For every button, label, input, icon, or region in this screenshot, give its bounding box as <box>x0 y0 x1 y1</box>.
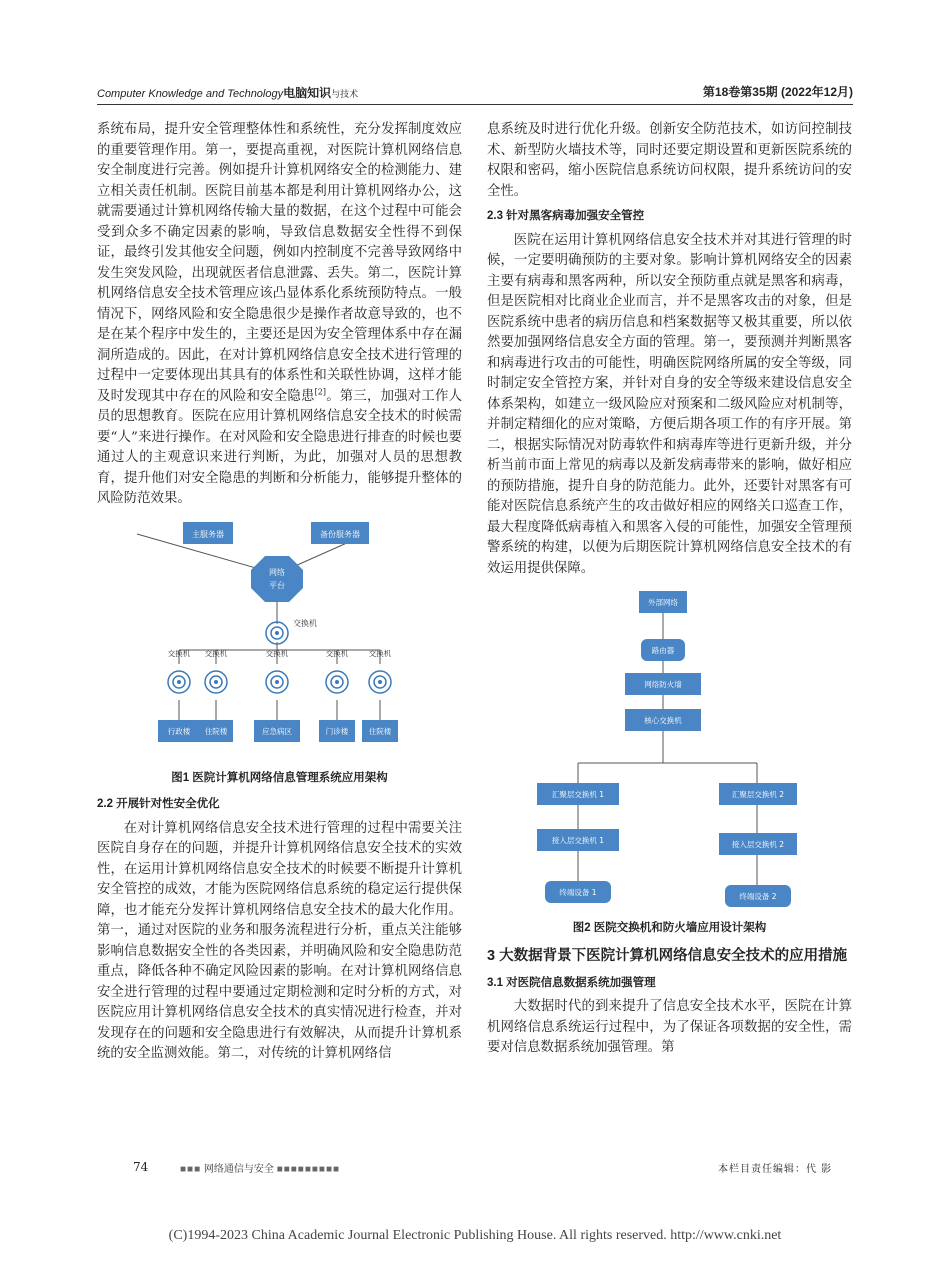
core-switch-label: 交换机 <box>293 618 317 628</box>
leaf-switch-icon <box>266 671 288 693</box>
leaf-switch-label: 交换机 <box>167 648 191 658</box>
footer-ornament: ■■■■■■■■■ <box>276 1164 341 1175</box>
access-switch-1-label: 接入层交换机 1 <box>551 836 605 845</box>
leaf-switch-icon <box>168 671 190 693</box>
leaf-switch-label: 交换机 <box>325 648 349 658</box>
leaf-switch-icon <box>369 671 391 693</box>
paragraph: 系统布局，提升安全管理整体性和系统性，充分发挥制度效应的重要管理作用。第一，要提高重视，对医院计算机网络信息安全制度进行完善。例如提升计算机网络安全的检测能力、建立相关责任机制。医院目前基本都是利用计算机网络办公，这就需要通过计算机网络传输大量的数据，在这个过程中可能会受到众多不确定因素的影响，导致信息数据安全性得不到保证，最终引发其他安全问题，例如内控制度不完善导致网络中发生突发风险，出现就医者信息泄露、丢失。第二，医院计算机网络信息安全技术管理应该凸显体系化系统预防特点。一般情况下，网络风险和安全隐患很少是操作者故意导致的，也不是在某个程序中发生的，主要还是因为安全管理体系中存在漏洞所造成的。因此，在对计算机网络信息安全技术进行管理的过程中一定要体现出其具有的体系性和关联性协调，这样才能及时发现其中存在的风险和安全隐患[2]。第三，加强对工作人员的思想教育。医院在应用计算机网络信息安全技术的时候需要“人”来进行操作。在对风险和安全隐患进行排查的时候也要通过人的主观意识来进行判断，为此，加强对人员的思想教育，提升他们对安全隐患的判断和分析能力，能够提升整体的风险防范效果。 <box>97 122 463 506</box>
issue-info: 第18卷第35期 (2022年12月) <box>702 85 853 99</box>
footer-editor: 本栏目责任编辑：代 影 <box>718 1164 833 1175</box>
figure-1-diagram <box>97 522 462 762</box>
paragraph: 大数据时代的到来提升了信息安全技术水平，医院在计算机网络信息系统运行过程中，为了保证各项数据的安全性，需要对信息数据系统加强管理。第 <box>487 999 852 1055</box>
figure-2-caption: 图2 医院交换机和防火墙应用设计架构 <box>572 922 767 934</box>
section-2-3-title: 2.3 针对黑客病毒加强安全管控 <box>487 210 645 222</box>
platform-label-2: 平台 <box>269 580 285 590</box>
footer-ornament: ■■■ <box>180 1164 202 1175</box>
paragraph: 医院在运用计算机网络信息安全技术并对其进行管理的时候，一定要明确预防的主要对象。影响计算机网络安全的因素主要有病毒和黑客两种，所以安全预防重点就是黑客和病毒，但是医院相对比商业企业而言，并不是黑客攻击的对象，但是医院系统中患者的病历信息和档案数据等又极其重要，所以依然要加强网络信息安全方面的管理。第一，要预测并判断黑客和病毒进行攻击的可能性，明确医院网络所属的安全等级，同时制定安全管控方案，并针对自身的安全等级来建设信息安全体系架构，如建立一级风险应对预案和二级风险应对机制等，并制定精细化的应对策略，方便后期各项工作的有序开展。第二，根据实际情况对防毒软件和病毒库等进行更新升级，并分析当前市面上常见的病毒以及新发病毒带来的影响，做好相应的预防措施，提升自身的防范能力。此外，还要针对黑客有可能对医院信息系统产生的攻击做好相应的网络关口巡查工作，最大程度降低病毒植入和黑客入侵的可能性，加强安全管理预警系统的构建，以便为后期医院计算机网络信息安全技术的有效运用提供保障。 <box>487 232 852 576</box>
header-divider <box>97 104 853 105</box>
building-label: 住院楼 <box>204 726 228 736</box>
building-label: 门诊楼 <box>325 726 349 736</box>
core-switch-icon <box>266 622 288 644</box>
right-column <box>487 120 852 1059</box>
main-server-label: 主服务器 <box>192 529 224 539</box>
firewall-label: 网络防火墙 <box>644 680 682 689</box>
access-switch-2-label: 接入层交换机 2 <box>731 840 785 849</box>
leaf-switch-icon <box>326 671 348 693</box>
agg-switch-1-label: 汇聚层交换机 1 <box>551 790 605 799</box>
section-3-1-title: 3.1 对医院信息数据系统加强管理 <box>487 976 656 989</box>
journal-name-cn: 电脑知识 <box>283 86 332 100</box>
leaf-switch-label: 交换机 <box>265 648 289 658</box>
agg-switch-2-label: 汇聚层交换机 2 <box>731 790 785 799</box>
building-label: 住院楼 <box>368 726 392 736</box>
journal-name-cn-small: 与技术 <box>331 89 359 99</box>
router-label: 路由器 <box>651 646 675 655</box>
core-switch-label: 核心交换机 <box>644 716 682 725</box>
backup-server-label: 备份服务器 <box>320 529 360 539</box>
leaf-switch-label: 交换机 <box>204 648 228 658</box>
footer-section <box>180 1160 340 1175</box>
leaf-switch-icon <box>205 671 227 693</box>
terminal-1-label: 终端设备 1 <box>559 888 597 897</box>
figure-1-caption: 图1 医院计算机网络信息管理系统应用架构 <box>171 771 388 784</box>
left-column <box>97 120 462 1065</box>
platform-label-1: 网络 <box>269 567 285 577</box>
paragraph: 息系统及时进行优化升级。创新安全防范技术，如访问控制技术、新型防火墙技术等，同时还要定期设置和更新医院系统的权限和密码，缩小医院信息系统访问权限，提升系统访问的安全性。 <box>487 122 852 199</box>
journal-header <box>97 84 358 101</box>
external-network-label: 外部网络 <box>648 598 678 607</box>
citation-ref[interactable]: [2] <box>314 387 326 397</box>
paragraph: 在对计算机网络信息安全技术进行管理的过程中需要关注医院自身存在的问题，并提升计算机网络信息安全技术的实效性，在运用计算机网络信息安全技术的时候要不断提升计算机安全管控的成效，才能为医院网络信息系统的稳定运行提供保障，也才能充分发挥计算机网络信息安全技术的最大化作用。第一，通过对医院的业务和服务流程进行分析，重点关注能够影响信息数据安全性的各类因素，并明确风险和安全隐患防范重点，降低各种不确定风险因素的影响。在对计算机网络信息安全进行管理的过程中要通过定期检测和定时分析的方式，对医院应用计算机网络信息安全技术的真实情况进行检查，并对发现存在的问题和安全隐患进行有效解决，从而提升计算机系统的安全监测效能。第二，对传统的计算机网络信 <box>97 820 462 1061</box>
network-platform-shape <box>251 556 303 602</box>
footer-section-label: 网络通信与安全 <box>203 1164 274 1175</box>
leaf-switch-label: 交换机 <box>368 648 392 658</box>
section-2-2-title: 2.2 开展针对性安全优化 <box>97 798 220 810</box>
building-label: 行政楼 <box>167 726 191 736</box>
page-number: 74 <box>133 1160 149 1174</box>
journal-name-en: Computer Knowledge and Technology <box>97 88 284 100</box>
section-3-title: 3 大数据背景下医院计算机网络信息安全技术的应用措施 <box>487 947 848 964</box>
copyright-notice: (C)1994-2023 China Academic Journal Electronic Publishing House. All rights reserved. http://www.cnki.net <box>168 1228 782 1243</box>
building-label: 应急病区 <box>262 726 292 736</box>
figure-2-diagram <box>487 587 852 912</box>
terminal-2-label: 终端设备 2 <box>739 892 777 901</box>
